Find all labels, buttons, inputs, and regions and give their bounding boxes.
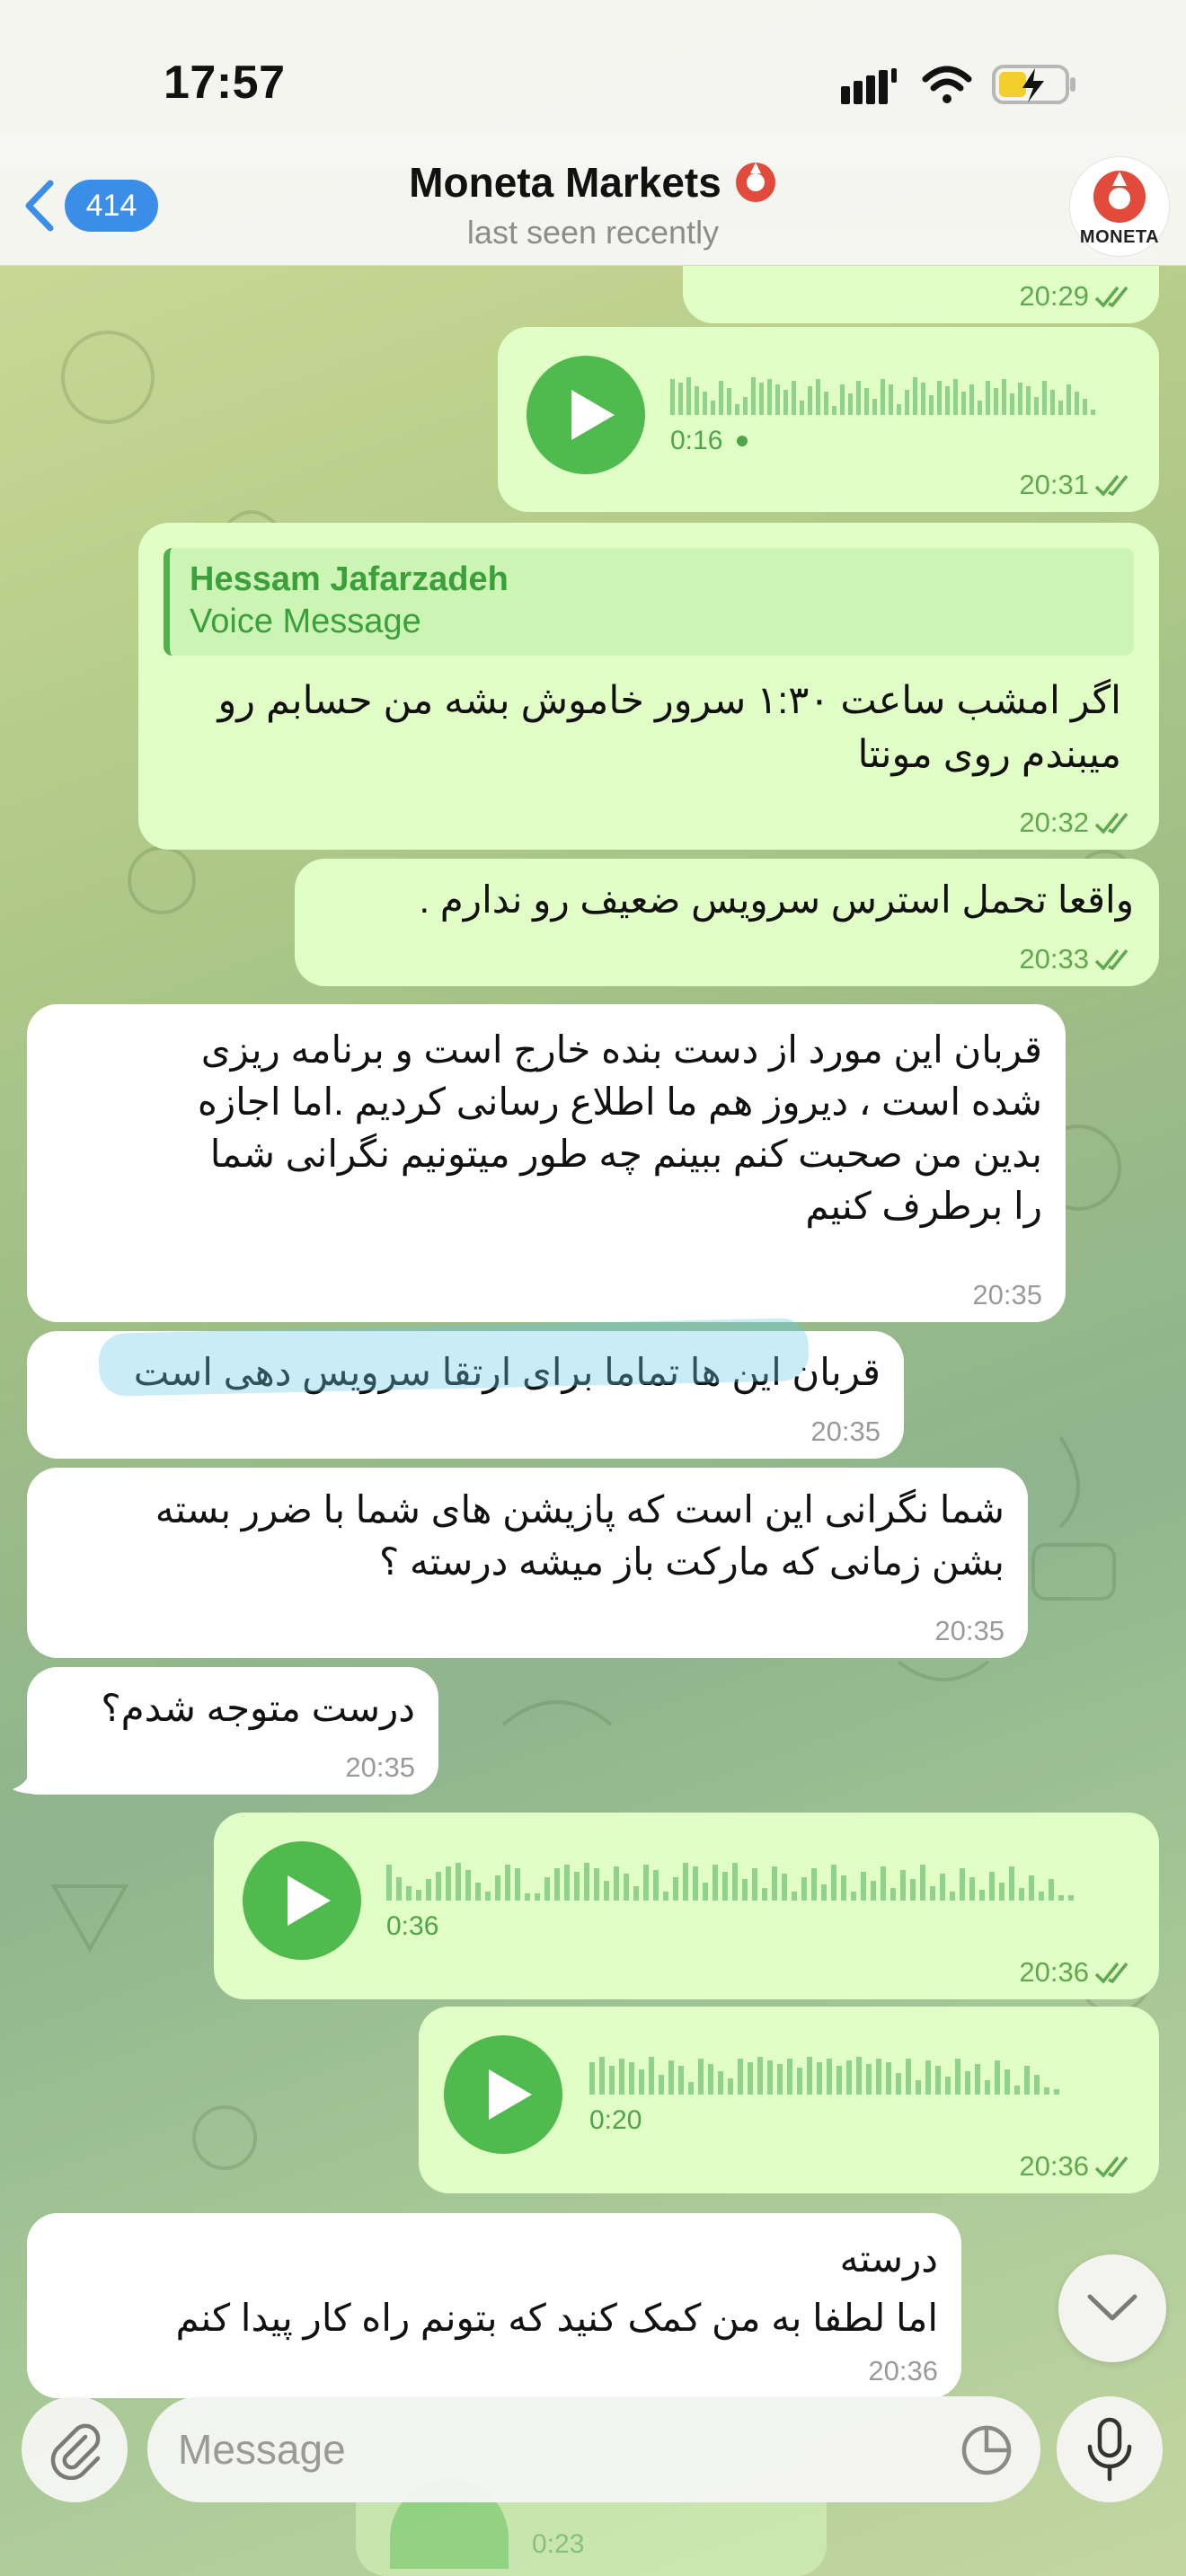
message-time: 20:29	[1019, 280, 1089, 312]
message-text: درست متوجه شدم؟	[101, 1687, 415, 1729]
read-ticks-icon	[1094, 947, 1136, 972]
message-input-bar	[0, 2389, 1186, 2576]
message-meta	[934, 1615, 1005, 1647]
chat-title-area[interactable]	[270, 158, 916, 251]
play-icon	[282, 1874, 332, 1928]
message-text	[54, 1024, 1042, 1232]
message-text-line: شما نگرانی این است که پازیشن های شما با ضرر بسته	[155, 1488, 1005, 1531]
read-ticks-icon	[1094, 810, 1136, 835]
message-bubble-incoming[interactable]	[27, 1468, 1028, 1658]
message-meta	[1019, 1956, 1136, 1989]
avatar[interactable]	[1069, 156, 1170, 257]
unplayed-dot	[737, 436, 748, 446]
sticker-icon[interactable]	[960, 2423, 1013, 2477]
message-bubble-voice[interactable]	[498, 327, 1159, 512]
message-bubble-reply[interactable]	[138, 523, 1159, 850]
message-time: 20:35	[972, 1279, 1042, 1310]
battery-icon	[992, 63, 1078, 106]
moneta-logo-icon	[1091, 168, 1148, 225]
message-meta	[1019, 943, 1136, 975]
message-meta	[868, 2355, 938, 2387]
voice-waveform[interactable]	[386, 1859, 1123, 1901]
play-icon	[566, 388, 616, 442]
play-button[interactable]	[444, 2035, 562, 2154]
message-bubble-voice[interactable]	[419, 2007, 1159, 2193]
read-ticks-icon	[1094, 2154, 1136, 2179]
message-input[interactable]	[178, 2396, 897, 2502]
chevron-down-icon	[1086, 2293, 1138, 2324]
message-time: 20:31	[1019, 469, 1089, 500]
message-text-line: را برطرف کنیم	[805, 1185, 1042, 1227]
message-meta	[1019, 280, 1136, 313]
attach-button[interactable]	[22, 2396, 128, 2502]
message-time: 20:36	[1019, 1956, 1089, 1988]
verified-icon	[734, 161, 777, 204]
message-text-line: اگر امشب ساعت ۱:۳۰ سرور خاموش بشه من حسابم رو	[217, 679, 1121, 722]
message-time: 20:35	[345, 1751, 415, 1783]
reply-type: Voice Message	[190, 603, 421, 640]
signal-icon	[841, 68, 898, 104]
message-meta	[1019, 807, 1136, 839]
message-text-line: میبندم روی مونتا	[857, 733, 1121, 776]
read-ticks-icon	[1094, 284, 1136, 309]
bubble-tail	[13, 1759, 49, 1795]
read-ticks-icon	[1094, 1960, 1136, 1985]
message-time: 20:32	[1019, 807, 1089, 838]
avatar-label: MONETA	[1079, 226, 1160, 247]
message-bubble-incoming[interactable]	[27, 2213, 961, 2398]
message-text-line: قربان این مورد از دست بنده خارج است و برنامه ریزی	[200, 1028, 1042, 1071]
message-bubble-voice[interactable]	[214, 1813, 1159, 1999]
message-meta	[972, 1279, 1042, 1311]
message-text	[47, 1484, 1005, 1588]
reply-author: Hessam Jafarzadeh	[190, 560, 509, 598]
voice-duration	[670, 426, 748, 456]
voice-waveform[interactable]	[670, 374, 1120, 415]
voice-record-button[interactable]	[1057, 2396, 1163, 2502]
message-time: 20:36	[868, 2355, 938, 2386]
play-button[interactable]	[243, 1841, 361, 1960]
voice-duration	[386, 1911, 438, 1942]
status-time: 17:57	[164, 57, 286, 109]
scroll-to-bottom-button[interactable]	[1058, 2254, 1166, 2362]
reply-preview[interactable]	[164, 548, 1134, 656]
voice-duration-text: 0:36	[386, 1911, 439, 1941]
play-icon	[483, 2068, 534, 2122]
voice-duration	[589, 2105, 642, 2136]
read-ticks-icon	[1094, 472, 1136, 498]
message-text-line: شده است ، دیروز هم ما اطلاع رسانی کردیم .اما اجازه	[197, 1081, 1042, 1123]
chat-header	[0, 135, 1186, 266]
message-time: 20:35	[810, 1416, 881, 1447]
message-bubble-text[interactable]	[295, 859, 1159, 986]
message-time: 20:35	[934, 1615, 1005, 1646]
message-text: قربان این ها تماما برای ارتقا سرویس دهی است	[133, 1351, 881, 1393]
voice-duration-text: 0:20	[589, 2105, 642, 2135]
message-text-line: بدین من صحبت کنم ببینم چه طور میتونیم نگرانی شما	[209, 1133, 1042, 1175]
message-text-line: درسته	[839, 2237, 938, 2280]
message-meta	[1019, 469, 1136, 501]
message-time: 20:36	[1019, 2150, 1089, 2182]
message-bubble-incoming[interactable]	[27, 1667, 438, 1795]
message-text	[169, 674, 1121, 781]
message-meta	[810, 1416, 881, 1448]
back-chevron-icon	[20, 176, 59, 235]
back-button[interactable]	[20, 176, 164, 235]
play-button[interactable]	[527, 356, 645, 474]
message-text-line: اما لطفا به من کمک کنید که بتونم راه کار پیدا کنم	[175, 2297, 938, 2339]
message-text: واقعا تحمل استرس سرویس ضعیف رو ندارم .	[419, 878, 1134, 921]
voice-waveform[interactable]	[589, 2053, 1120, 2095]
message-text	[49, 2229, 938, 2348]
wifi-icon	[922, 65, 972, 104]
message-meta	[345, 1751, 415, 1784]
message-meta	[1019, 2150, 1136, 2183]
mic-icon	[1084, 2416, 1135, 2483]
message-bubble-incoming[interactable]	[27, 1004, 1066, 1322]
chat-subtitle: last seen recently	[466, 214, 720, 251]
attach-icon	[44, 2419, 105, 2480]
message-text-line: بشن زمانی که مارکت باز میشه درسته ؟	[379, 1540, 1005, 1583]
voice-duration-text: 0:23	[532, 2529, 585, 2559]
voice-duration-text: 0:16	[670, 426, 723, 455]
message-field[interactable]	[147, 2396, 1040, 2502]
unread-count-badge: 414	[65, 180, 158, 232]
message-time: 20:33	[1019, 943, 1089, 975]
chat-title: Moneta Markets	[409, 159, 721, 206]
